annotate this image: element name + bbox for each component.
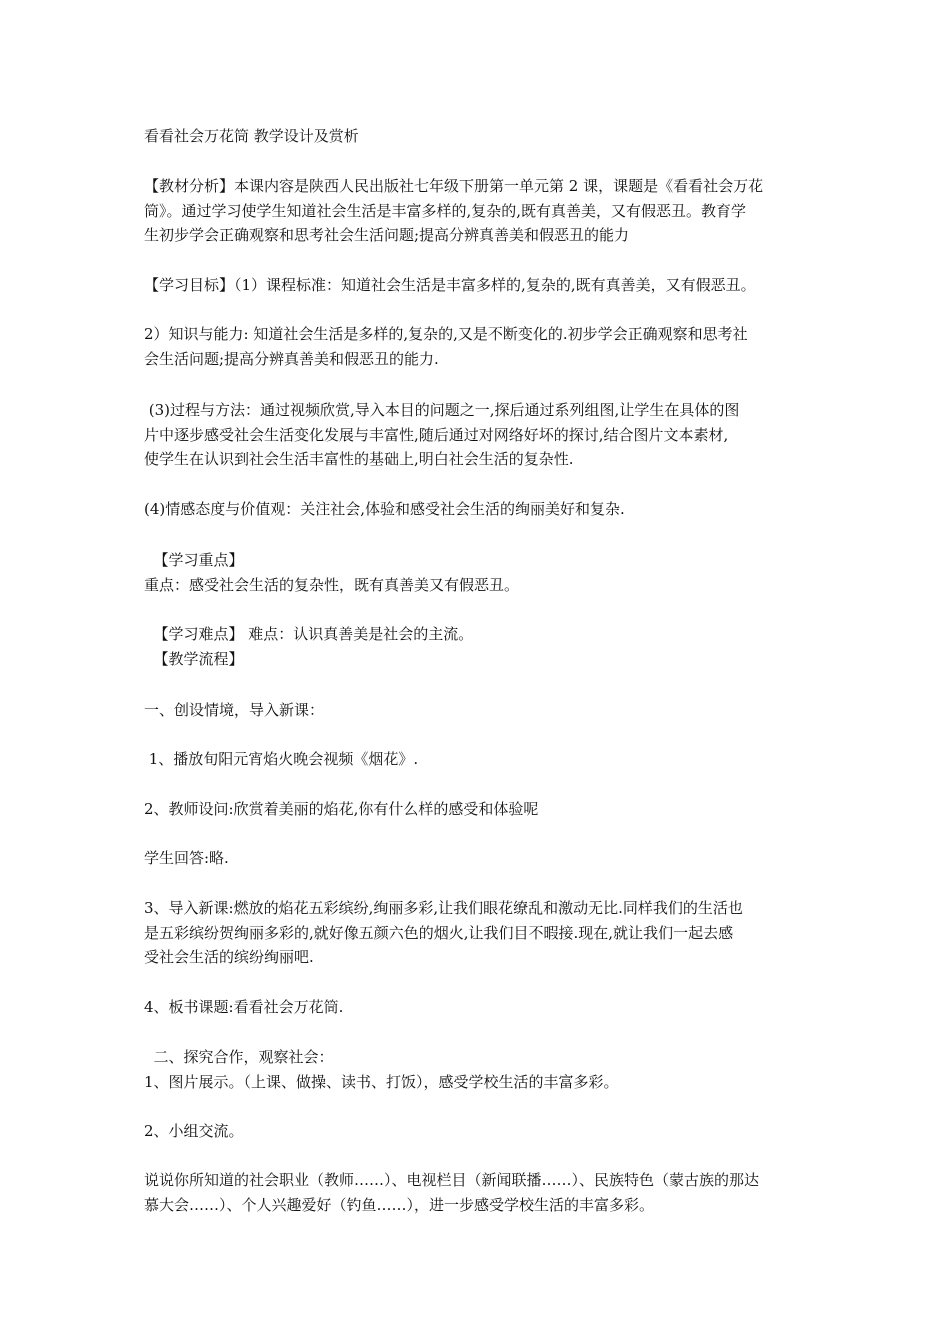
attitude-values-paragraph: (4)情感态度与价值观：关注社会,体验和感受社会生活的绚丽美好和复杂. bbox=[144, 500, 625, 518]
document-title: 看看社会万花筒 教学设计及赏析 bbox=[144, 127, 359, 145]
step-3-paragraph: 3、导入新课:燃放的焰花五彩缤纷,绚丽多彩,让我们眼花缭乱和激动无比.同样我们的生活也 是五彩缤纷贺绚丽多彩的,就好像五颜六色的烟火,让我们目不暇接.现在,就让我们一起去感 受社会生活的缤纷绚丽吧. bbox=[144, 899, 743, 966]
difficulty-text: 【学习难点】 难点：认识真善美是社会的主流。 bbox=[144, 625, 474, 643]
discussion-paragraph: 说说你所知道的社会职业（教师……）、电视栏目（新闻联播……）、民族特色（蒙古族的那达 慕大会……）、个人兴趣爱好（钓鱼……），进一步感受学校生活的丰富多彩。 bbox=[144, 1171, 760, 1214]
textbook-analysis-paragraph: 【教材分析】本课内容是陕西人民出版社七年级下册第一单元第 2 课，课题是《看看社会万花 筒》。通过学习使学生知道社会生活是丰富多样的,复杂的,既有真善美，又有假恶丑。教育学 生初步学会正确观察和思考社会生活问题;提高分辨真善美和假恶丑的能力 bbox=[144, 177, 764, 244]
student-answer-paragraph: 学生回答:略. bbox=[144, 849, 229, 867]
key-point-heading: 【学习重点】 bbox=[144, 551, 244, 569]
process-method-paragraph: (3)过程与方法：通过视频欣赏,导入本目的问题之一,探后通过系列组图,让学生在具体的图 片中逐步感受社会生活变化发展与丰富性,随后通过对网络好坏的探讨,结合图片文本素材, 使学生在认识到社会生活丰富性的基础上,明白社会生活的复杂性. bbox=[144, 401, 740, 468]
key-point-text: 重点：感受社会生活的复杂性，既有真善美又有假恶丑。 bbox=[144, 575, 520, 594]
key-point-block bbox=[144, 548, 810, 597]
section-two-step-2: 2、小组交流。 bbox=[144, 1122, 244, 1140]
section-two-step-1: 1、图片展示。（上课、做操、读书、打饭），感受学校生活的丰富多彩。 bbox=[144, 1072, 619, 1091]
step-1-paragraph: 1、播放旬阳元宵焰火晚会视频《烟花》. bbox=[144, 750, 419, 768]
teaching-flow-heading: 【教学流程】 bbox=[144, 649, 244, 668]
step-2-paragraph: 2、教师设问:欣赏着美丽的焰花,你有什么样的感受和体验呢 bbox=[144, 800, 539, 818]
learning-objectives-paragraph: 【学习目标】（1）课程标准：知道社会生活是丰富多样的,复杂的,既有真善美，又有假恶丑。 bbox=[144, 276, 756, 294]
step-4-paragraph: 4、板书课题:看看社会万花筒. bbox=[144, 998, 344, 1016]
difficulty-flow-block bbox=[144, 622, 810, 671]
knowledge-ability-paragraph: 2）知识与能力: 知道社会生活是多样的,复杂的,又是不断变化的.初步学会正确观察和思考社 会生活问题;提高分辨真善美和假恶丑的能力. bbox=[144, 325, 748, 368]
section-one-heading: 一、创设情境，导入新课： bbox=[144, 701, 325, 719]
section-two-block bbox=[144, 1045, 810, 1094]
section-two-heading: 二、探究合作，观察社会： bbox=[144, 1048, 334, 1066]
